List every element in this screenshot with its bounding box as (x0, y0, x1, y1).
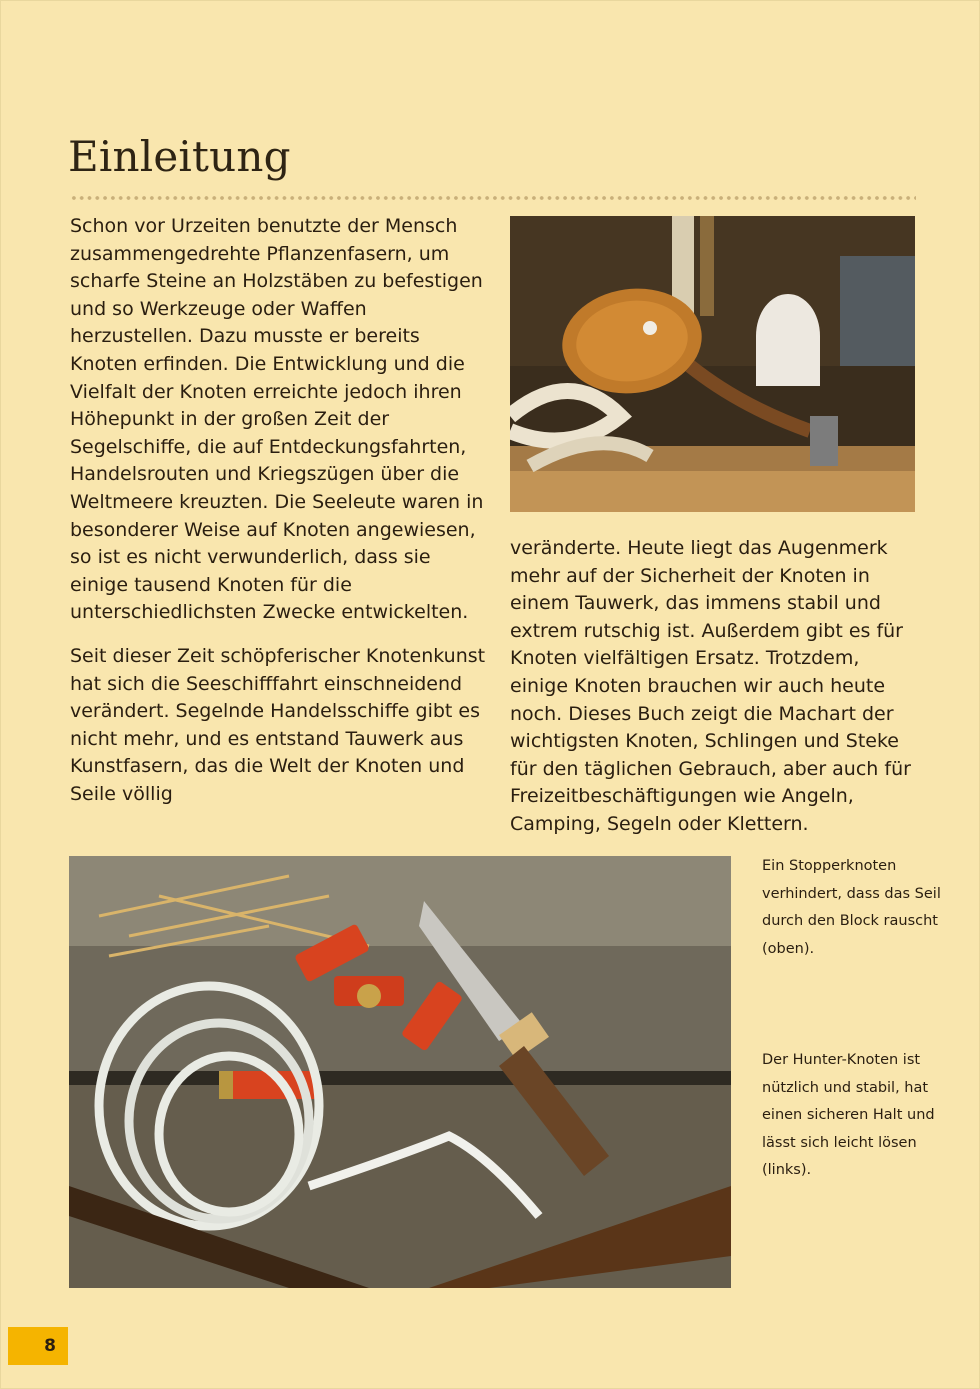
left-text-column (70, 213, 490, 808)
hunter-knot-photo (69, 856, 731, 1288)
pulley-block-illustration (510, 216, 915, 512)
continuation-paragraph: veränderte. Heute liegt das Augenmerk mehr auf der Sicherheit der Knoten in einem Tauwerk, das immens stabil und extrem rutschig ist. Außerdem gibt es für Knoten vielfältigen Ersatz. Trotzdem, einige Knoten brauchen wir auch heute noch. Dieses Buch zeigt die Machart der wichtigsten Knoten, Schlingen und Steke für den täglichen Gebrauch, aber auch für Freizeitbeschäftigungen wie Angeln, Camping, Segeln oder Klettern. (510, 537, 911, 835)
caption-stopper-knot: Ein Stopperknoten verhindert, dass das Seil durch den Block rauscht (oben). (762, 858, 941, 957)
intro-paragraph-2: Seit dieser Zeit schöpferischer Knotenkunst hat sich die Seeschifffahrt einschneidend verändert. Segelnde Handelsschiffe gibt es nicht mehr, und es entstand Tauwerk aus Kunstfasern, das die Welt der Knoten und Seile völlig (70, 644, 486, 805)
hunter-knot-illustration (69, 856, 731, 1288)
page-number-badge (8, 1327, 68, 1365)
right-text-column (510, 535, 922, 839)
page-title: Einleitung (68, 132, 291, 181)
caption-hunter-knot: Der Hunter-Knoten ist nützlich und stabil, hat einen sicheren Halt und lässt sich leicht lösen (links). (762, 1052, 935, 1178)
dotted-divider (70, 195, 916, 201)
page-number: 8 (44, 1336, 56, 1356)
pulley-block-photo (510, 216, 915, 512)
intro-paragraph-1: Schon vor Urzeiten benutzte der Mensch zusammengedrehte Pflanzenfasern, um scharfe Steine an Holzstäben zu befestigen und so Werkzeuge oder Waffen herzustellen. Dazu musste er bereits Knoten erfinden. Die Entwicklung und die Vielfalt der Knoten erreichte jedoch ihren Höhepunkt in der großen Zeit der Segelschiffe, die auf Entdeckungsfahrten, Handelsrouten und Kriegszügen über die Weltmeere kreuzten. Die Seeleute waren in besonderer Weise auf Knoten angewiesen, so ist es nicht verwunderlich, dass sie einige tausend Knoten für die unterschiedlichsten Zwecke entwickelten. (70, 215, 484, 624)
